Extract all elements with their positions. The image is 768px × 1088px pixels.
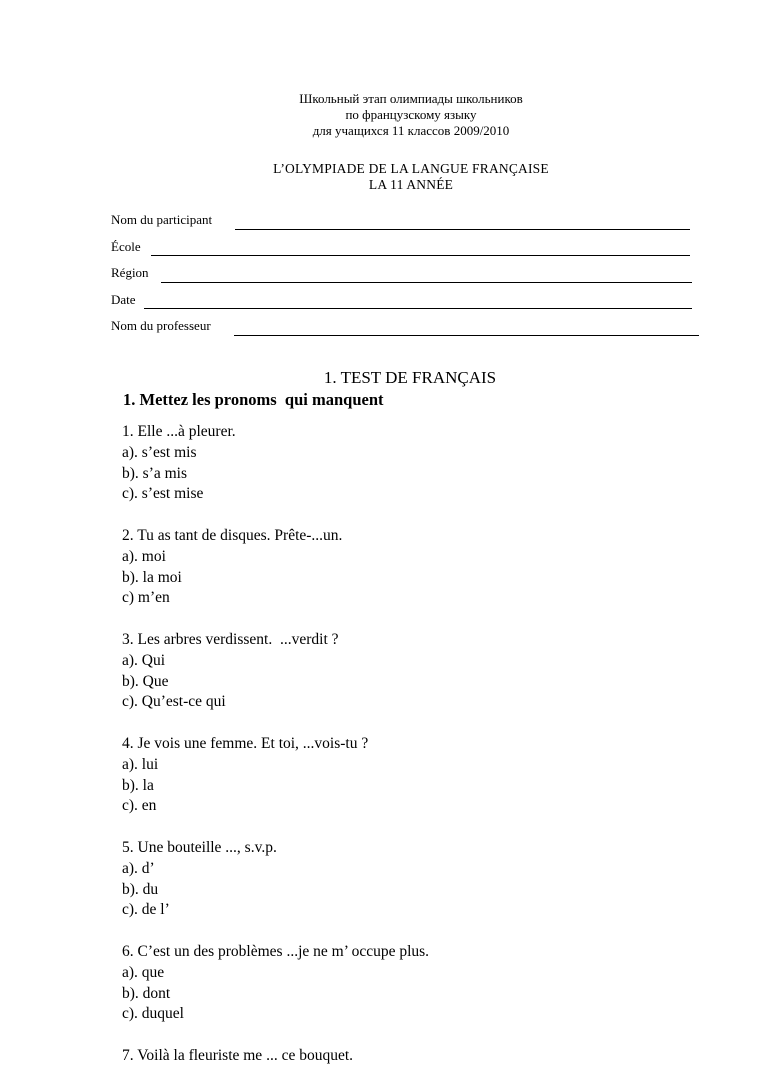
question-2 xyxy=(122,526,429,609)
question-6 xyxy=(122,942,429,1025)
answer-option[interactable]: b). du xyxy=(122,880,159,898)
field-label: École xyxy=(111,238,141,254)
field-label: Nom du professeur xyxy=(111,318,211,333)
question-7 xyxy=(122,1046,429,1067)
question-5 xyxy=(122,838,429,921)
answer-option[interactable]: c) m’en xyxy=(122,589,170,607)
answer-option[interactable]: b). la moi xyxy=(122,568,182,586)
answer-option[interactable]: c). Qu’est-ce qui xyxy=(122,693,226,711)
question-text: 6. C’est un des problèmes ...je ne m’ occupe plus. xyxy=(122,942,430,960)
question-text: 1. Elle ...à pleurer. xyxy=(122,423,236,440)
header-russian xyxy=(27,91,768,139)
question-text: 3. Les arbres verdissent. ...verdit ? xyxy=(122,630,339,648)
answer-option[interactable]: b). s’a mis xyxy=(122,464,188,482)
question-3 xyxy=(122,630,429,713)
answer-option[interactable]: a). que xyxy=(122,963,165,981)
header-ru-line-3: для учащихся 11 классов 2009/2010 xyxy=(312,123,510,138)
question-text: 4. Je vois une femme. Et toi, ...vois-tu ? xyxy=(122,734,369,752)
answer-option[interactable]: b). Que xyxy=(122,672,169,690)
answer-option[interactable]: c). duquel xyxy=(122,1005,184,1023)
question-4 xyxy=(122,734,429,817)
question-list xyxy=(122,422,429,1088)
field-label: Région xyxy=(111,265,149,280)
answer-option[interactable]: b). dont xyxy=(122,984,171,1002)
field-blank-line[interactable] xyxy=(235,228,690,230)
field-date[interactable] xyxy=(111,292,711,319)
field-teacher-name[interactable] xyxy=(111,318,711,345)
field-blank-line[interactable] xyxy=(234,334,699,336)
question-text: 7. Voilà la fleuriste me ... ce bouquet. xyxy=(122,1046,354,1064)
field-blank-line[interactable] xyxy=(151,254,690,256)
header-ru-line-2: по французскому языку xyxy=(345,107,477,122)
field-blank-line[interactable] xyxy=(161,281,692,283)
question-text: 5. Une bouteille ..., s.v.p. xyxy=(122,838,277,856)
answer-option[interactable]: a). moi xyxy=(122,547,166,565)
answer-option[interactable]: a). s’est mis xyxy=(122,443,197,461)
answer-option[interactable]: c). s’est mise xyxy=(122,485,204,503)
header-ru-line-1: Школьный этап олимпиады школьников xyxy=(299,91,523,106)
answer-option[interactable]: b). la xyxy=(122,776,154,794)
field-school[interactable] xyxy=(111,239,711,266)
answer-option[interactable]: a). lui xyxy=(122,755,159,773)
participant-fields xyxy=(111,212,711,345)
question-1 xyxy=(122,422,429,505)
exercise-title: 1. Mettez les pronoms qui manquent xyxy=(123,390,384,409)
header-fr-line-1: L’OLYMPIADE DE LA LANGUE FRANÇAISE xyxy=(273,161,549,176)
answer-option[interactable]: c). de l’ xyxy=(122,901,170,919)
field-label: Nom du participant xyxy=(111,212,213,227)
field-label: Date xyxy=(111,291,136,307)
header-fr-line-2: LA 11 ANNÉE xyxy=(368,177,454,192)
field-participant-name[interactable] xyxy=(111,212,711,239)
field-region[interactable] xyxy=(111,265,711,292)
answer-option[interactable]: c). en xyxy=(122,797,157,815)
answer-option[interactable]: a). Qui xyxy=(122,651,166,669)
question-text: 2. Tu as tant de disques. Prête-...un. xyxy=(122,526,343,544)
test-title: 1. TEST DE FRANÇAIS xyxy=(323,368,497,387)
header-french xyxy=(27,161,768,193)
answer-option[interactable]: a). d’ xyxy=(122,859,155,877)
field-blank-line[interactable] xyxy=(144,307,692,309)
